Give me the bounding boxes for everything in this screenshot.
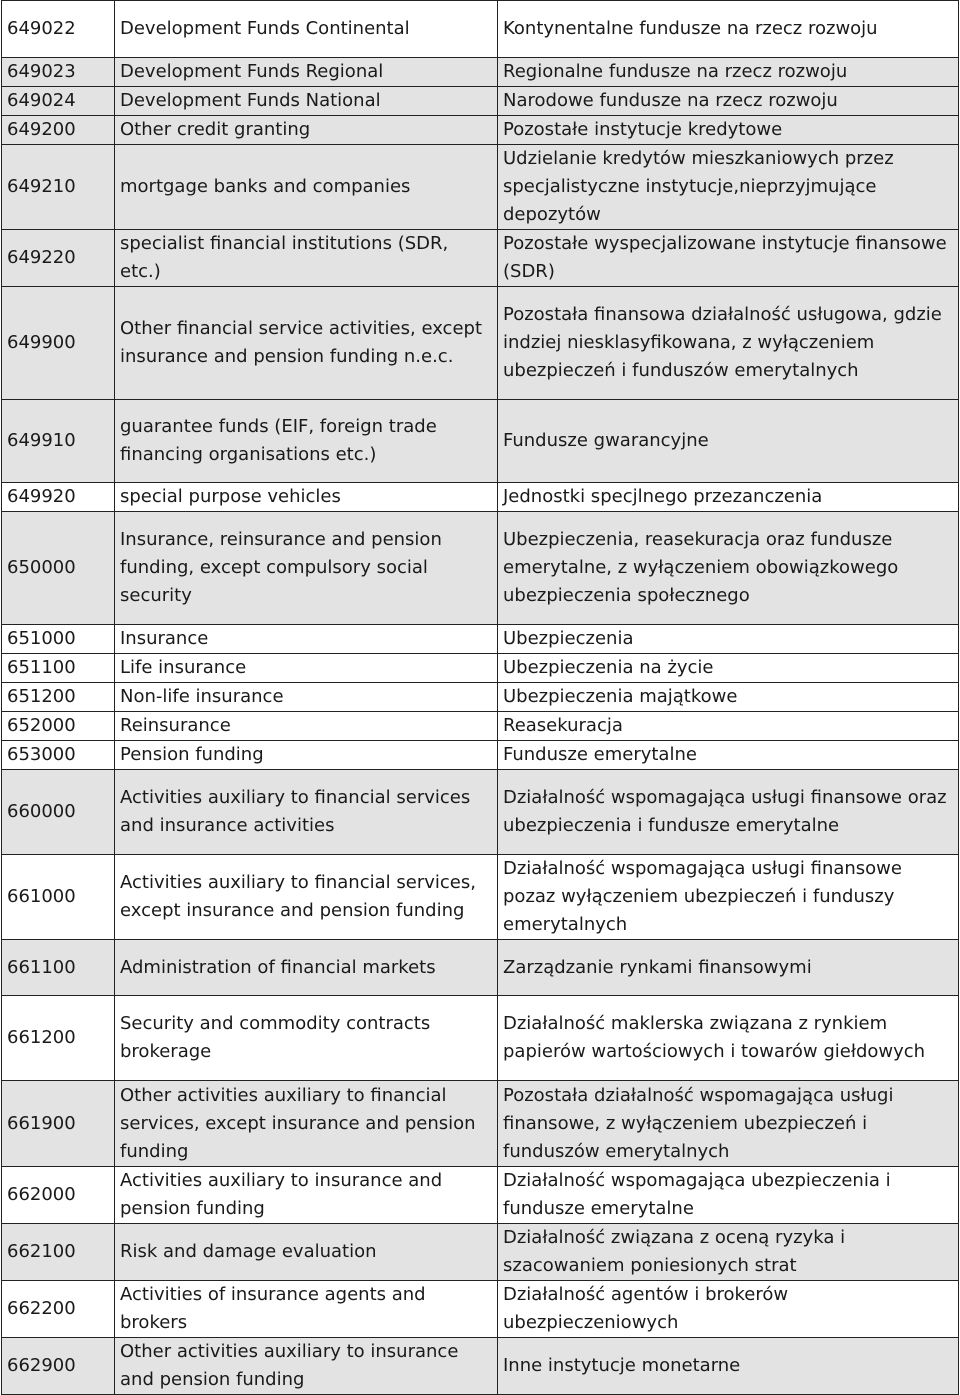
- code-cell: 662200: [2, 1281, 115, 1338]
- english-name-cell: guarantee funds (EIF, foreign trade financing organisations etc.): [115, 400, 498, 483]
- english-name-cell: Development Funds National: [115, 87, 498, 116]
- table-row: [2, 230, 959, 287]
- table-row: [2, 1281, 959, 1338]
- table-row: [2, 116, 959, 145]
- polish-name-cell: Pozostała finansowa działalność usługowa, gdzie indziej niesklasyfikowana, z wyłączeniem ubezpieczeń i funduszów emerytalnych: [498, 287, 959, 400]
- table-row: [2, 654, 959, 683]
- table-row: [2, 145, 959, 230]
- english-name-cell: Administration of financial markets: [115, 940, 498, 996]
- code-cell: 660000: [2, 770, 115, 855]
- polish-name-cell: Pozostałe instytucje kredytowe: [498, 116, 959, 145]
- code-cell: 649220: [2, 230, 115, 287]
- english-name-cell: Risk and damage evaluation: [115, 1224, 498, 1281]
- code-cell: 649210: [2, 145, 115, 230]
- polish-name-cell: Ubezpieczenia: [498, 625, 959, 654]
- code-cell: 649024: [2, 87, 115, 116]
- table-row: [2, 996, 959, 1081]
- english-name-cell: Other financial service activities, except insurance and pension funding n.e.c.: [115, 287, 498, 400]
- polish-name-cell: Regionalne fundusze na rzecz rozwoju: [498, 58, 959, 87]
- english-name-cell: Non-life insurance: [115, 683, 498, 712]
- code-cell: 652000: [2, 712, 115, 741]
- polish-name-cell: Ubezpieczenia na życie: [498, 654, 959, 683]
- code-cell: 653000: [2, 741, 115, 770]
- code-cell: 649200: [2, 116, 115, 145]
- polish-name-cell: Udzielanie kredytów mieszkaniowych przez specjalistyczne instytucje,nieprzyjmujące depozytów: [498, 145, 959, 230]
- code-cell: 650000: [2, 512, 115, 625]
- code-cell: 649023: [2, 58, 115, 87]
- code-cell: 661200: [2, 996, 115, 1081]
- table-row: [2, 712, 959, 741]
- code-cell: 651100: [2, 654, 115, 683]
- table-row: [2, 683, 959, 712]
- code-cell: 649022: [2, 1, 115, 58]
- english-name-cell: Activities of insurance agents and brokers: [115, 1281, 498, 1338]
- code-cell: 649910: [2, 400, 115, 483]
- polish-name-cell: Zarządzanie rynkami finansowymi: [498, 940, 959, 996]
- english-name-cell: mortgage banks and companies: [115, 145, 498, 230]
- table-row: [2, 1167, 959, 1224]
- table-row: [2, 483, 959, 512]
- code-cell: 662000: [2, 1167, 115, 1224]
- english-name-cell: Development Funds Regional: [115, 58, 498, 87]
- table-row: [2, 625, 959, 654]
- table-row: [2, 58, 959, 87]
- code-cell: 662100: [2, 1224, 115, 1281]
- code-cell: 649920: [2, 483, 115, 512]
- code-cell: 651200: [2, 683, 115, 712]
- english-name-cell: Insurance: [115, 625, 498, 654]
- code-cell: 661100: [2, 940, 115, 996]
- code-cell: 661000: [2, 855, 115, 940]
- classification-table: [1, 0, 959, 1395]
- classification-table-body: [2, 1, 959, 1395]
- code-cell: 651000: [2, 625, 115, 654]
- english-name-cell: Activities auxiliary to financial services, except insurance and pension funding: [115, 855, 498, 940]
- table-row: [2, 512, 959, 625]
- polish-name-cell: Działalność maklerska związana z rynkiem papierów wartościowych i towarów giełdowych: [498, 996, 959, 1081]
- polish-name-cell: Działalność wspomagająca ubezpieczenia i fundusze emerytalne: [498, 1167, 959, 1224]
- polish-name-cell: Reasekuracja: [498, 712, 959, 741]
- english-name-cell: Pension funding: [115, 741, 498, 770]
- polish-name-cell: Narodowe fundusze na rzecz rozwoju: [498, 87, 959, 116]
- english-name-cell: Insurance, reinsurance and pension funding, except compulsory social security: [115, 512, 498, 625]
- polish-name-cell: Działalność wspomagająca usługi finansowe oraz ubezpieczenia i fundusze emerytalne: [498, 770, 959, 855]
- english-name-cell: Life insurance: [115, 654, 498, 683]
- table-row: [2, 1224, 959, 1281]
- polish-name-cell: Ubezpieczenia majątkowe: [498, 683, 959, 712]
- english-name-cell: Activities auxiliary to insurance and pension funding: [115, 1167, 498, 1224]
- english-name-cell: Other activities auxiliary to financial services, except insurance and pension funding: [115, 1081, 498, 1167]
- code-cell: 662900: [2, 1338, 115, 1395]
- table-row: [2, 855, 959, 940]
- table-row: [2, 400, 959, 483]
- polish-name-cell: Kontynentalne fundusze na rzecz rozwoju: [498, 1, 959, 58]
- polish-name-cell: Inne instytucje monetarne: [498, 1338, 959, 1395]
- polish-name-cell: Fundusze gwarancyjne: [498, 400, 959, 483]
- english-name-cell: Development Funds Continental: [115, 1, 498, 58]
- table-row: [2, 1081, 959, 1167]
- code-cell: 661900: [2, 1081, 115, 1167]
- table-row: [2, 1338, 959, 1395]
- english-name-cell: Other activities auxiliary to insurance and pension funding: [115, 1338, 498, 1395]
- polish-name-cell: Działalność związana z oceną ryzyka i szacowaniem poniesionych strat: [498, 1224, 959, 1281]
- polish-name-cell: Działalność wspomagająca usługi finansowe pozaz wyłączeniem ubezpieczeń i funduszy emerytalnych: [498, 855, 959, 940]
- code-cell: 649900: [2, 287, 115, 400]
- table-row: [2, 87, 959, 116]
- polish-name-cell: Działalność agentów i brokerów ubezpieczeniowych: [498, 1281, 959, 1338]
- english-name-cell: Activities auxiliary to financial services and insurance activities: [115, 770, 498, 855]
- english-name-cell: special purpose vehicles: [115, 483, 498, 512]
- table-row: [2, 770, 959, 855]
- polish-name-cell: Fundusze emerytalne: [498, 741, 959, 770]
- table-row: [2, 741, 959, 770]
- polish-name-cell: Jednostki specjlnego przezanczenia: [498, 483, 959, 512]
- table-row: [2, 287, 959, 400]
- table-row: [2, 1, 959, 58]
- polish-name-cell: Ubezpieczenia, reasekuracja oraz fundusze emerytalne, z wyłączeniem obowiązkowego ubezpieczenia społecznego: [498, 512, 959, 625]
- english-name-cell: Security and commodity contracts brokerage: [115, 996, 498, 1081]
- polish-name-cell: Pozostałe wyspecjalizowane instytucje finansowe (SDR): [498, 230, 959, 287]
- polish-name-cell: Pozostała działalność wspomagająca usługi finansowe, z wyłączeniem ubezpieczeń i funduszów emerytalnych: [498, 1081, 959, 1167]
- english-name-cell: Other credit granting: [115, 116, 498, 145]
- table-row: [2, 940, 959, 996]
- english-name-cell: Reinsurance: [115, 712, 498, 741]
- english-name-cell: specialist financial institutions (SDR, etc.): [115, 230, 498, 287]
